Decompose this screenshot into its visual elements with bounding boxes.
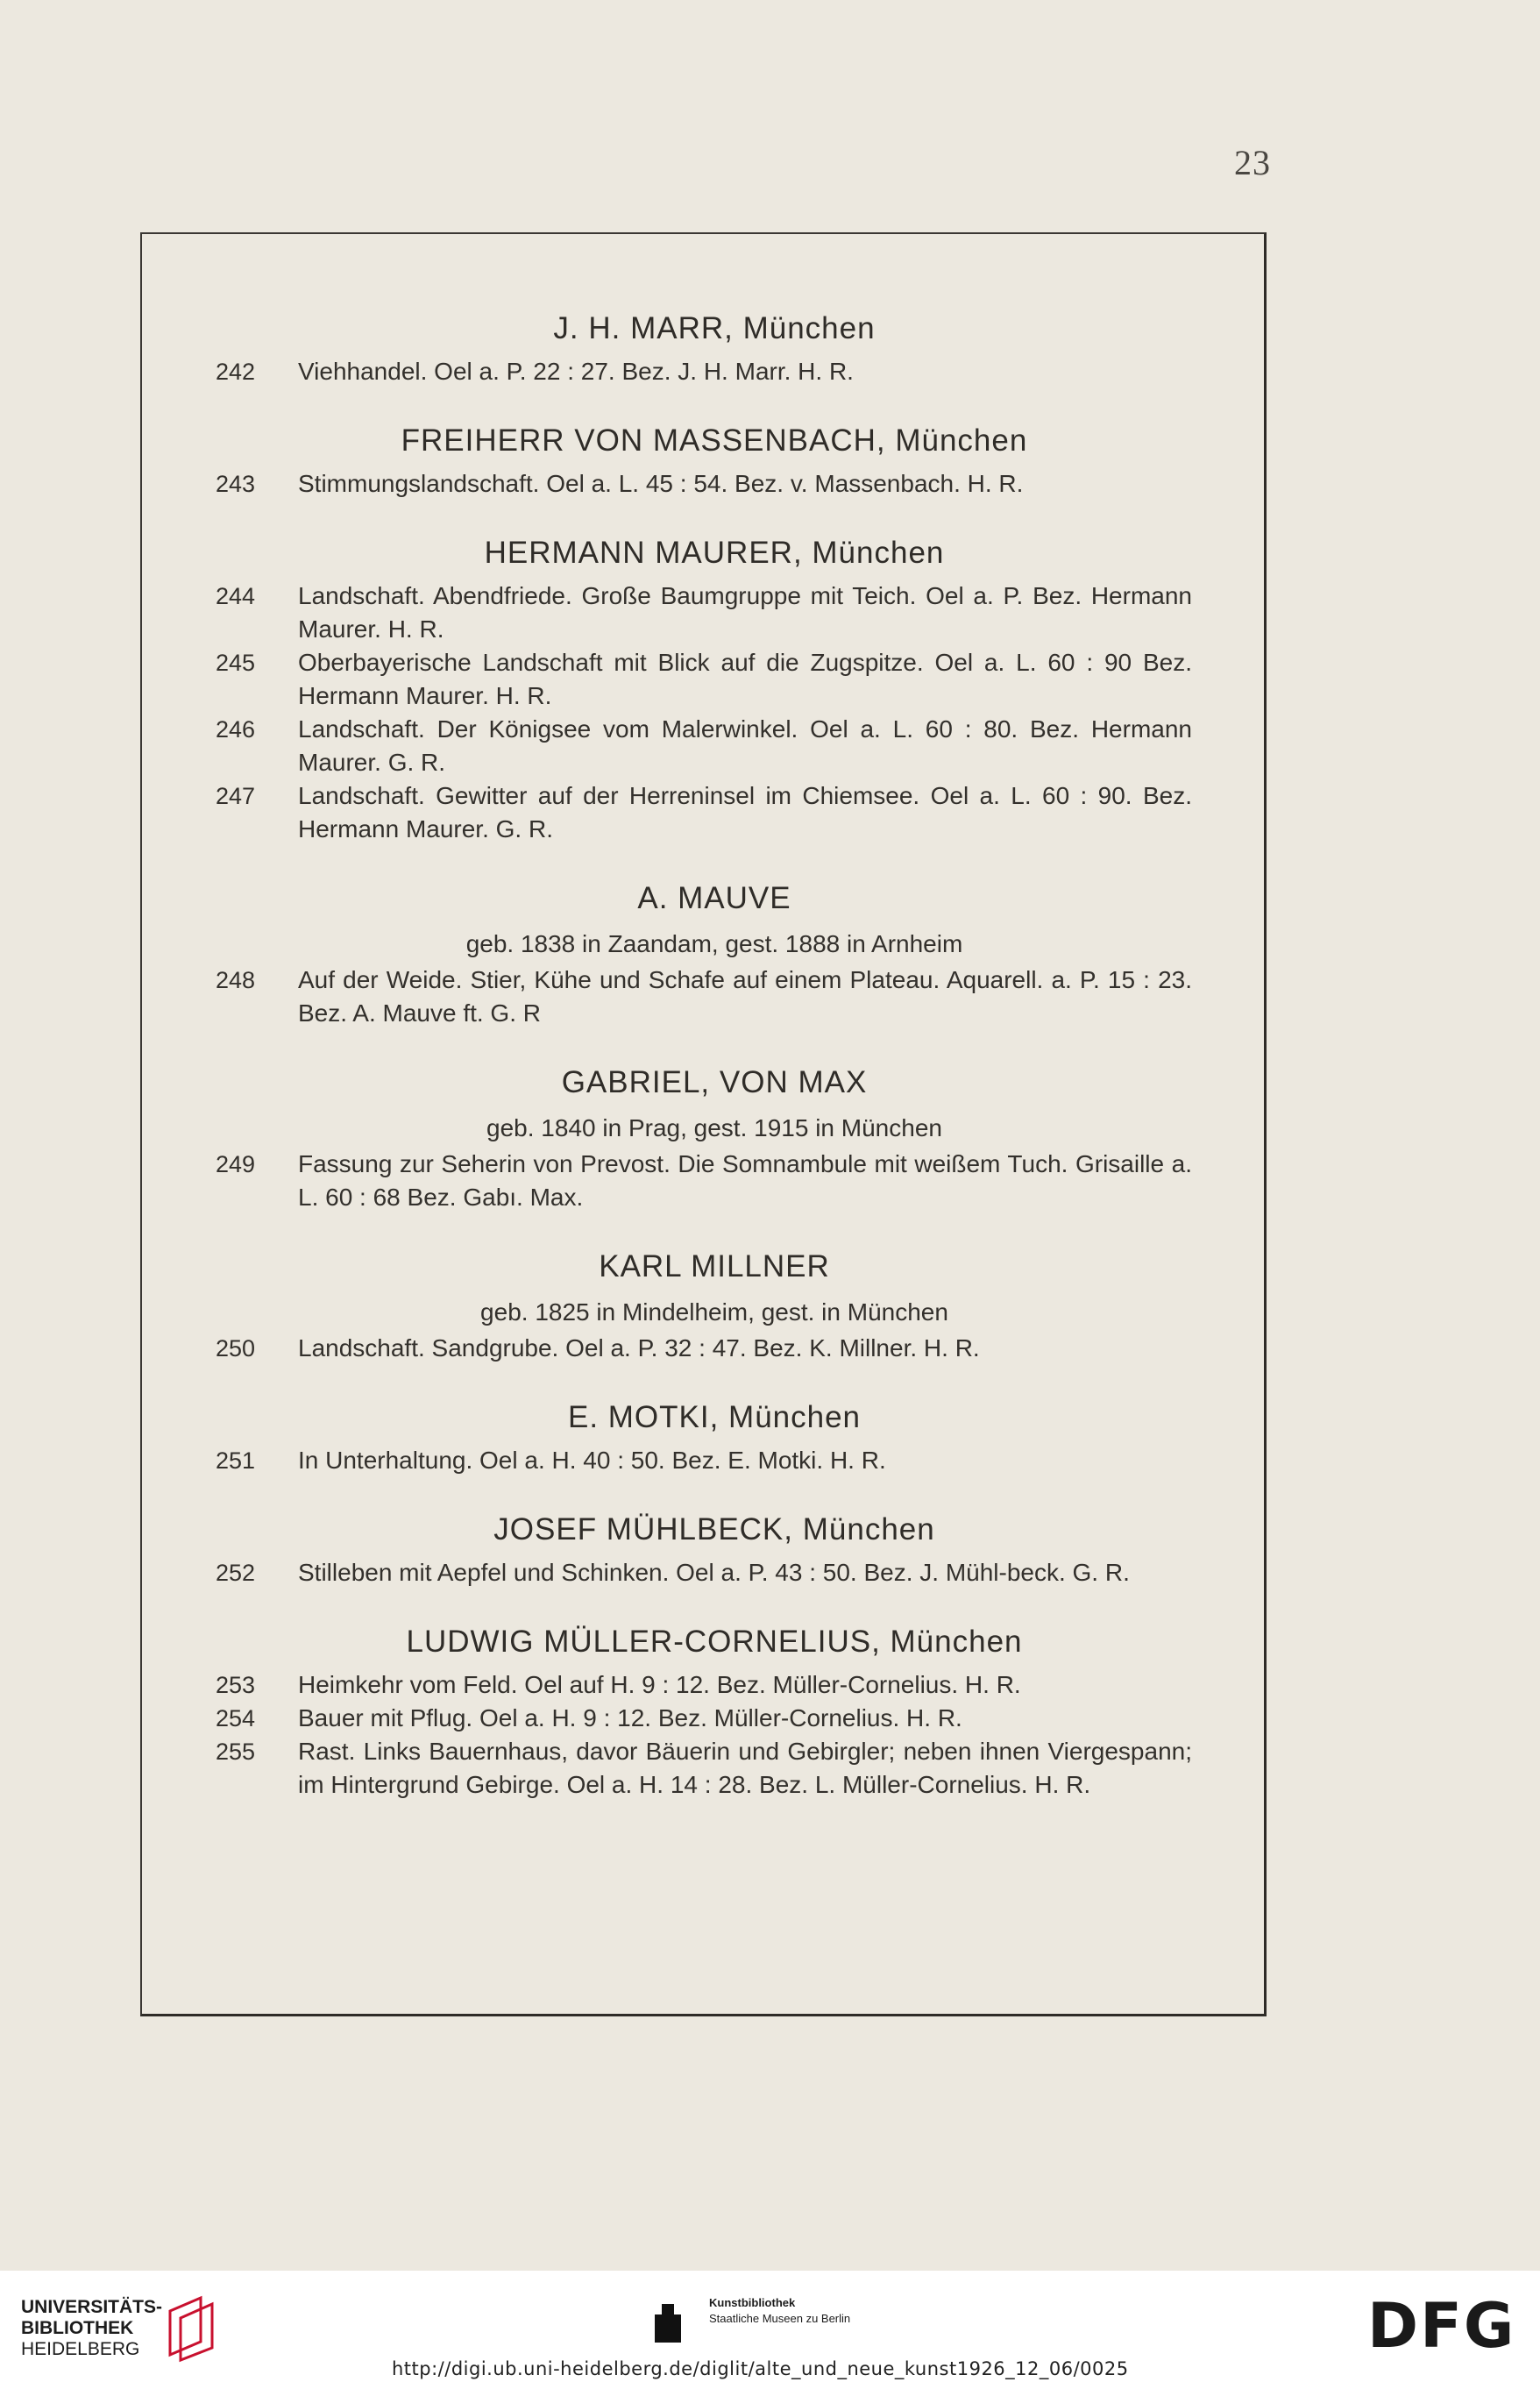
- kb-logo-line: Kunstbibliothek: [709, 2296, 796, 2309]
- entry-number: 245: [216, 650, 256, 676]
- artist-bio: geb. 1838 in Zaandam, gest. 1888 in Arnheim: [465, 930, 963, 957]
- entry-description: In Unterhaltung. Oel a. H. 40 : 50. Bez. E. Motki. H. R.: [298, 1447, 886, 1474]
- artist-heading: JOSEF MÜHLBECK, München: [493, 1512, 935, 1547]
- entry-number: 255: [216, 1739, 256, 1765]
- entry-description: Bauer mit Pflug. Oel a. H. 9 : 12. Bez. Müller-Cornelius. H. R.: [298, 1704, 962, 1731]
- catalog-entry: [202, 1332, 1192, 1365]
- catalog-entry: [202, 713, 1192, 779]
- artist-section: [202, 527, 1192, 846]
- entry-number: 247: [216, 783, 256, 809]
- artist-heading: GABRIEL, VON MAX: [561, 1065, 868, 1099]
- artist-section: [202, 872, 1192, 1030]
- kb-logo-line: Staatliche Museen zu Berlin: [709, 2312, 851, 2325]
- catalog-entry: [202, 1556, 1192, 1589]
- catalog-entry: [202, 467, 1192, 501]
- entry-number: 249: [216, 1151, 256, 1177]
- artist-heading: J. H. MARR, München: [553, 311, 876, 345]
- catalog-content: [202, 302, 1192, 1802]
- catalog-entry: [202, 1702, 1192, 1735]
- artist-bio: geb. 1840 in Prag, gest. 1915 in München: [486, 1114, 942, 1141]
- entry-description: Landschaft. Sandgrube. Oel a. P. 32 : 47. Bez. K. Millner. H. R.: [298, 1334, 980, 1362]
- heidelberg-mark-icon: [161, 2293, 223, 2364]
- catalog-entry: [202, 580, 1192, 646]
- entry-description: Rast. Links Bauernhaus, davor Bäuerin und Gebirgler; neben ihnen Viergespann; im Hintergrund Gebirge. Oel a. H. 14 : 28. Bez. L. Müller-Cornelius. H. R.: [298, 1738, 1192, 1798]
- entry-number: 250: [216, 1335, 256, 1362]
- page-number: 23: [1234, 143, 1271, 182]
- uni-logo-line: HEIDELBERG: [21, 2339, 140, 2359]
- entry-description: Stilleben mit Aepfel und Schinken. Oel a. P. 43 : 50. Bez. J. Mühl-beck. G. R.: [298, 1559, 1130, 1586]
- catalog-entry: [202, 779, 1192, 846]
- catalog-entry: [202, 1668, 1192, 1702]
- artist-section: [202, 302, 1192, 388]
- artist-section: [202, 1391, 1192, 1477]
- uni-logo-line: BIBLIOTHEK: [21, 2318, 134, 2338]
- catalog-entry: [202, 1148, 1192, 1214]
- source-url[interactable]: http://digi.ub.uni-heidelberg.de/diglit/alte_und_neue_kunst1926_12_06/0025: [392, 2358, 1129, 2379]
- entry-number: 243: [216, 471, 256, 497]
- artist-heading: LUDWIG MÜLLER-CORNELIUS, München: [406, 1625, 1023, 1659]
- uni-logo-line: UNIVERSITÄTS-: [21, 2297, 163, 2317]
- entry-description: Landschaft. Der Königsee vom Malerwinkel. Oel a. L. 60 : 80. Bez. Hermann Maurer. G. R.: [298, 715, 1192, 776]
- kunstbibliothek-wordmark: [709, 2295, 919, 2327]
- artist-heading: A. MAUVE: [637, 881, 791, 915]
- catalog-entry: [202, 1444, 1192, 1477]
- entry-description: Stimmungslandschaft. Oel a. L. 45 : 54. Bez. v. Massenbach. H. R.: [298, 470, 1024, 497]
- entry-description: Viehhandel. Oel a. P. 22 : 27. Bez. J. H. Marr. H. R.: [298, 358, 854, 385]
- catalog-entry: [202, 1735, 1192, 1802]
- entry-description: Landschaft. Gewitter auf der Herreninsel im Chiemsee. Oel a. L. 60 : 90. Bez. Hermann Maurer. G. R.: [298, 782, 1192, 843]
- entry-description: Heimkehr vom Feld. Oel auf H. 9 : 12. Bez. Müller-Cornelius. H. R.: [298, 1671, 1021, 1698]
- entry-number: 244: [216, 583, 256, 609]
- catalog-entry: [202, 355, 1192, 388]
- artist-heading: KARL MILLNER: [599, 1249, 830, 1283]
- catalog-entry: [202, 646, 1192, 713]
- artist-heading: FREIHERR VON MASSENBACH, München: [401, 423, 1028, 458]
- entry-description: Oberbayerische Landschaft mit Blick auf die Zugspitze. Oel a. L. 60 : 90 Bez. Hermann Maurer. H. R.: [298, 649, 1192, 709]
- artist-section: [202, 1056, 1192, 1214]
- catalog-entry: [202, 963, 1192, 1030]
- artist-section: [202, 415, 1192, 501]
- entry-number: 242: [216, 359, 256, 385]
- entry-description: Landschaft. Abendfriede. Große Baumgruppe mit Teich. Oel a. P. Bez. Hermann Maurer. H. R.: [298, 582, 1192, 643]
- entry-description: Fassung zur Seherin von Prevost. Die Somnambule mit weißem Tuch. Grisaille a. L. 60 : 68 Bez. Gabı. Max.: [298, 1150, 1192, 1211]
- entry-description: Auf der Weide. Stier, Kühe und Schafe auf einem Plateau. Aquarell. a. P. 15 : 23. Bez. A. Mauve ft. G. R: [298, 966, 1192, 1027]
- artist-section: [202, 1616, 1192, 1802]
- artist-section: [202, 1241, 1192, 1365]
- artist-bio: geb. 1825 in Mindelheim, gest. in München: [480, 1298, 948, 1326]
- kunstbibliothek-mark-icon: [655, 2304, 699, 2343]
- entry-number: 248: [216, 967, 256, 993]
- artist-heading: E. MOTKI, München: [567, 1400, 862, 1434]
- entry-number: 254: [216, 1705, 256, 1731]
- entry-number: 252: [216, 1560, 256, 1586]
- dfg-logo[interactable]: DFG: [1367, 2290, 1516, 2362]
- entry-number: 253: [216, 1672, 256, 1698]
- entry-number: 246: [216, 716, 256, 743]
- artist-section: [202, 1504, 1192, 1589]
- entry-number: 251: [216, 1447, 256, 1474]
- artist-heading: HERMANN MAURER, München: [484, 536, 945, 570]
- heidelberg-library-wordmark: [21, 2297, 179, 2360]
